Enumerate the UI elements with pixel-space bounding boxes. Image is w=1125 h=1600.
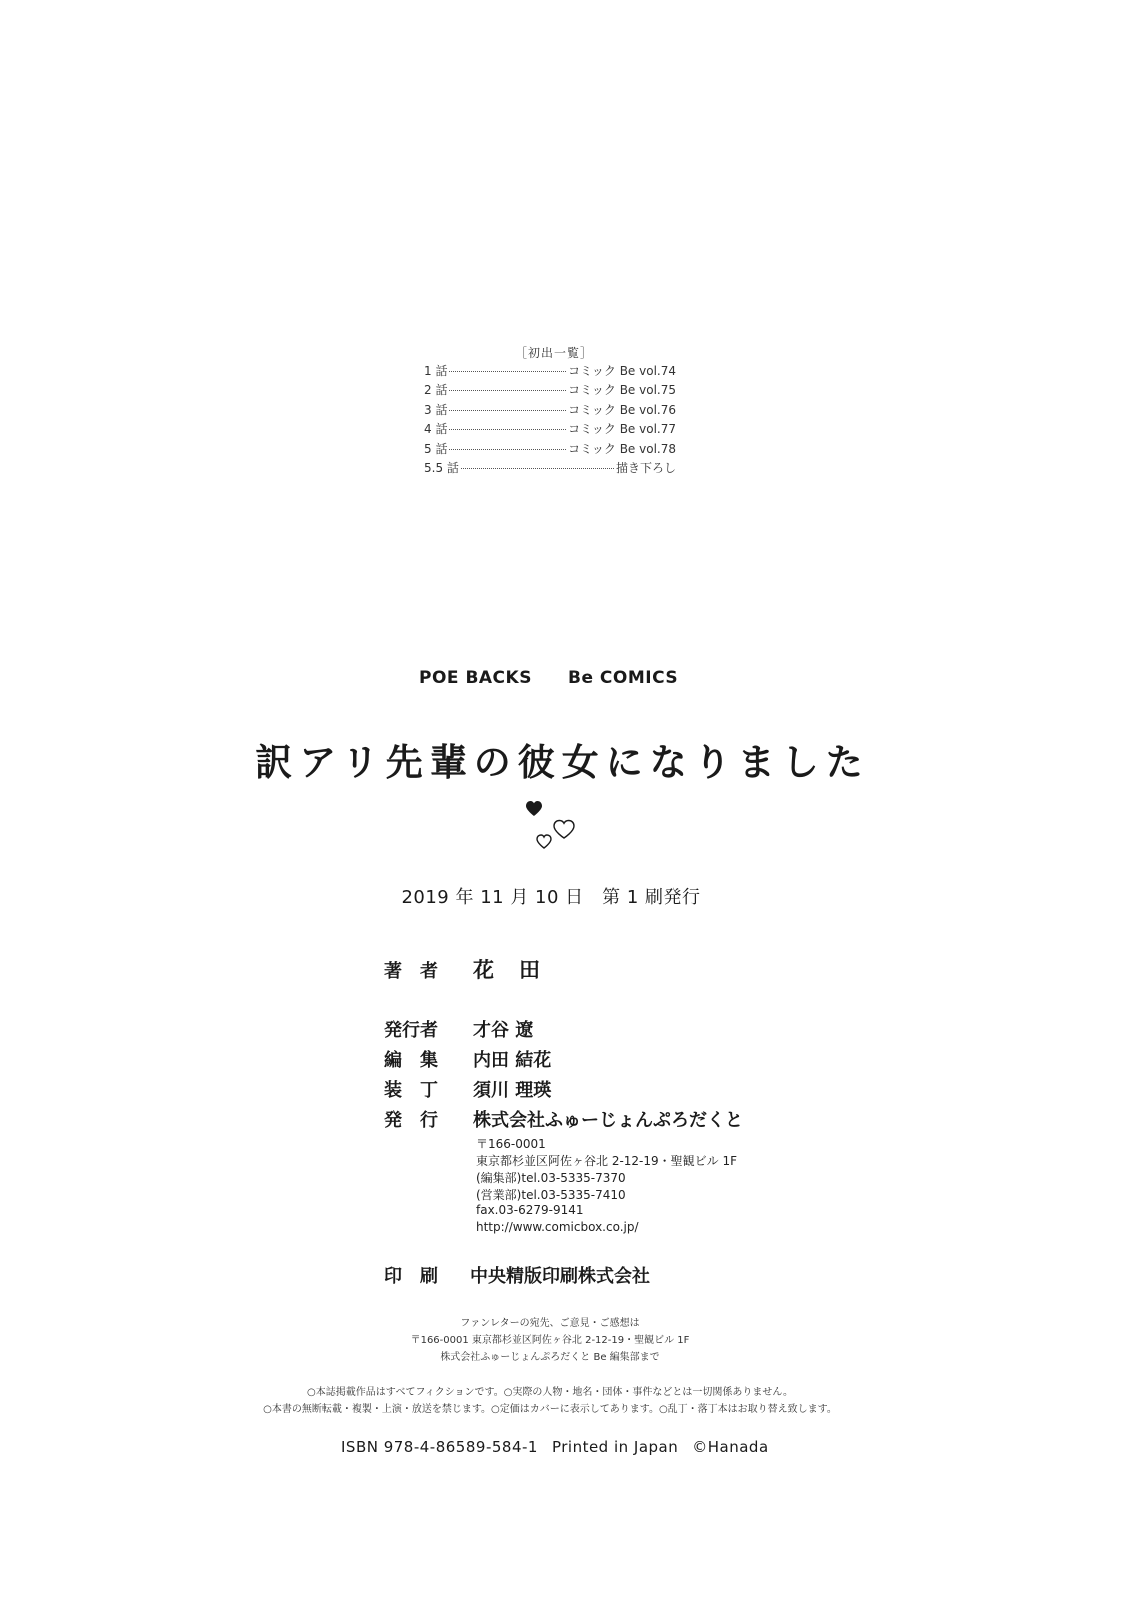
postal-code: 〒166-0001 <box>476 1137 546 1151</box>
printer-label: 印 刷 <box>384 1266 438 1287</box>
outline-heart-large-icon <box>554 821 574 839</box>
leader-dots <box>461 468 614 469</box>
sales-phone: (営業部)tel.03-5335-7410 <box>476 1188 626 1202</box>
leader-dots <box>449 429 566 430</box>
fax-number: fax.03-6279-9141 <box>476 1203 584 1217</box>
filled-heart-icon <box>526 801 542 816</box>
episode-source: コミック Be vol.77 <box>568 422 676 436</box>
first-appearance-title: ［初出一覧］ <box>515 346 594 360</box>
issuer-label: 発 行 <box>384 1110 438 1131</box>
author-label: 著 者 <box>384 961 438 982</box>
list-item <box>424 440 676 457</box>
editorial-phone: (編集部)tel.03-5335-7370 <box>476 1171 626 1185</box>
episode-source: コミック Be vol.74 <box>568 364 676 378</box>
fan-letter-line: ファンレターの宛先、ご意見・ご感想は <box>460 1318 640 1329</box>
publication-date: 2019 年 11 月 10 日 第 1 刷発行 <box>401 887 701 908</box>
episode-source: コミック Be vol.76 <box>568 403 676 417</box>
leader-dots <box>449 410 566 411</box>
episode-label: 2 話 <box>424 383 448 397</box>
website-url: http://www.comicbox.co.jp/ <box>476 1220 639 1234</box>
notice-line: ○本書の無断転載・複製・上演・放送を禁じます。○定価はカバーに表示してあります。○乱丁・落丁本はお取り替え致します。 <box>263 1404 837 1415</box>
list-item <box>424 362 676 379</box>
notice-line: ○本誌掲載作品はすべてフィクションです。○実際の人物・地名・団体・事件などとは一切関係ありません。 <box>306 1387 794 1398</box>
imprint-be-comics: Be COMICS <box>568 668 679 688</box>
book-title: 訳アリ先輩の彼女になりました <box>255 741 870 784</box>
publisher-person-label: 発行者 <box>384 1020 438 1041</box>
outline-heart-small-icon <box>537 835 551 848</box>
episode-label: 3 話 <box>424 403 448 417</box>
episode-label: 1 話 <box>424 364 448 378</box>
hearts-ornament <box>520 798 582 854</box>
copyright: ©Hanada <box>692 1438 769 1456</box>
footer <box>341 1438 783 1456</box>
list-item <box>424 381 676 398</box>
episode-label: 4 話 <box>424 422 448 436</box>
fan-letter-line: 〒166-0001 東京都杉並区阿佐ヶ谷北 2-12-19・聖観ビル 1F <box>410 1335 690 1346</box>
leader-dots <box>449 449 566 450</box>
imprint-poe-backs: POE BACKS <box>419 668 532 688</box>
episode-source: 描き下ろし <box>615 461 676 475</box>
issuer-name: 株式会社ふゅーじょんぷろだくと <box>473 1110 743 1131</box>
editor-name: 内田 結花 <box>473 1050 552 1071</box>
address: 東京都杉並区阿佐ヶ谷北 2-12-19・聖観ビル 1F <box>476 1154 738 1168</box>
fan-letter-line: 株式会社ふゅーじょんぷろだくと Be 編集部まで <box>440 1352 660 1363</box>
leader-dots <box>449 371 566 372</box>
episode-label: 5 話 <box>424 442 448 456</box>
publisher-person-name: 才谷 遼 <box>473 1020 534 1041</box>
episode-source: コミック Be vol.75 <box>568 383 676 397</box>
list-item <box>424 401 676 418</box>
editor-label: 編 集 <box>384 1050 438 1071</box>
design-name: 須川 理瑛 <box>473 1080 552 1101</box>
isbn-number: ISBN 978-4-86589-584-1 <box>341 1438 538 1456</box>
design-label: 装 丁 <box>384 1080 438 1101</box>
list-item <box>424 459 676 476</box>
printed-in: Printed in Japan <box>551 1438 679 1456</box>
printer-name: 中央精版印刷株式会社 <box>470 1266 650 1287</box>
episode-label: 5.5 話 <box>424 461 459 475</box>
episode-source: コミック Be vol.78 <box>568 442 676 456</box>
leader-dots <box>449 390 566 391</box>
author-name: 花 田 <box>473 958 542 982</box>
list-item <box>424 420 676 437</box>
